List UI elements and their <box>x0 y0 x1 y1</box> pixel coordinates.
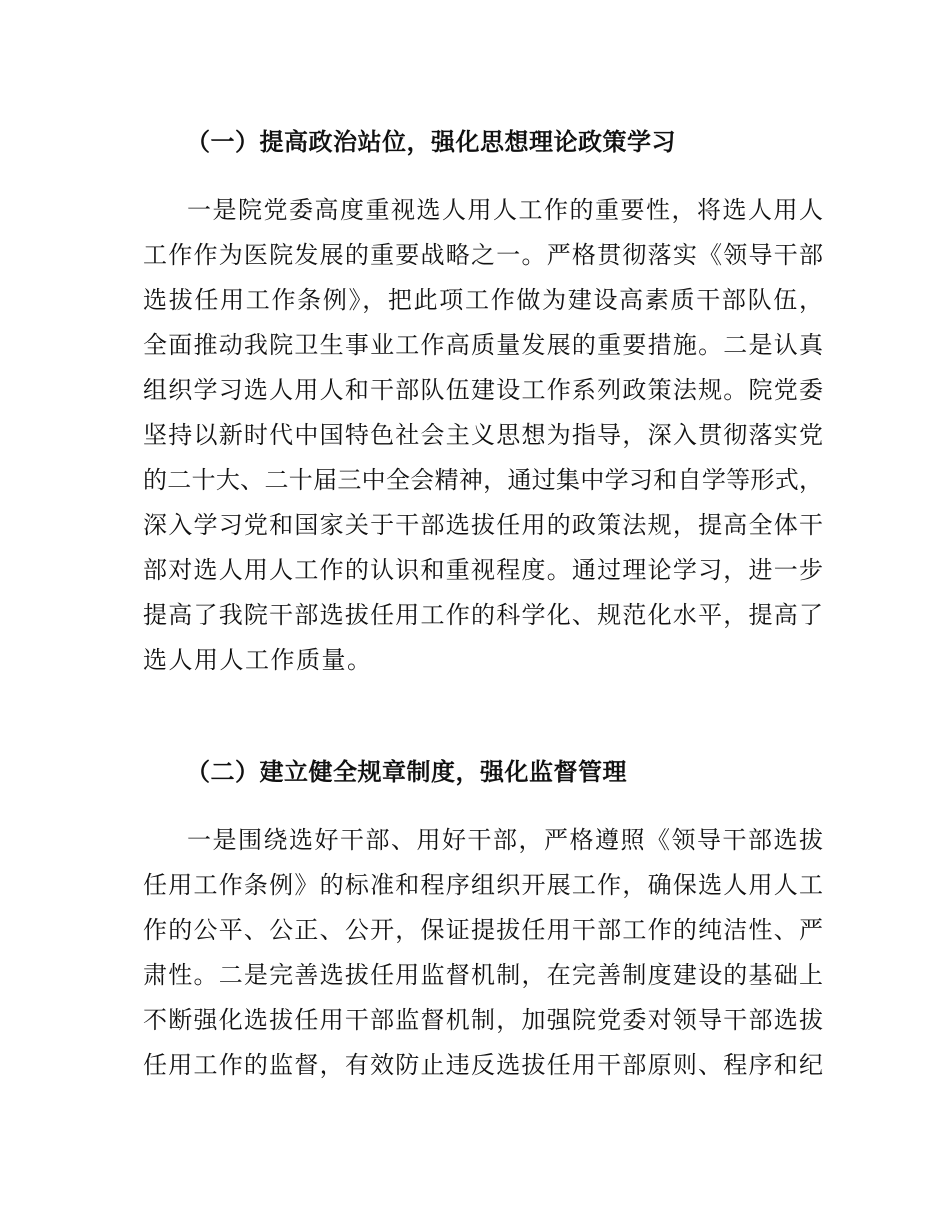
section-1-paragraph <box>143 192 823 687</box>
paragraph-line: 任用工作条例》的标准和程序组织开展工作，确保选人用人工 <box>143 871 823 899</box>
section-heading-2: （二）建立健全规章制度，强化监督管理 <box>186 758 627 786</box>
paragraph-line: 选人用人工作质量。 <box>143 646 373 674</box>
paragraph-line: 深入学习党和国家关于干部选拔任用的政策法规，提高全体干 <box>143 511 823 539</box>
paragraph-line: 一是围绕选好干部、用好干部，严格遵照《领导干部选拔 <box>187 826 825 854</box>
paragraph-line: 坚持以新时代中国特色社会主义思想为指导，深入贯彻落实党 <box>143 421 823 449</box>
paragraph-line: 全面推动我院卫生事业工作高质量发展的重要措施。二是认真 <box>143 331 823 359</box>
paragraph-line: 肃性。二是完善选拔任用监督机制，在完善制度建设的基础上 <box>143 961 823 989</box>
paragraph-line: 提高了我院干部选拔任用工作的科学化、规范化水平，提高了 <box>143 601 823 629</box>
paragraph-line: 任用工作的监督，有效防止违反选拔任用干部原则、程序和纪 <box>143 1051 823 1079</box>
section-heading-1: （一）提高政治站位，强化思想理论政策学习 <box>186 128 676 156</box>
paragraph-line: 一是院党委高度重视选人用人工作的重要性，将选人用人 <box>187 196 825 224</box>
paragraph-line: 作的公平、公正、公开，保证提拔任用干部工作的纯洁性、严 <box>143 916 823 944</box>
paragraph-line: 部对选人用人工作的认识和重视程度。通过理论学习，进一步 <box>143 556 823 584</box>
paragraph-line: 的二十大、二十届三中全会精神，通过集中学习和自学等形式， <box>143 466 823 494</box>
paragraph-line: 选拔任用工作条例》，把此项工作做为建设高素质干部队伍， <box>143 286 823 314</box>
paragraph-line: 组织学习选人用人和干部队伍建设工作系列政策法规。院党委 <box>143 376 823 404</box>
section-2-paragraph <box>143 822 823 1092</box>
paragraph-line: 不断强化选拔任用干部监督机制，加强院党委对领导干部选拔 <box>143 1006 823 1034</box>
paragraph-line: 工作作为医院发展的重要战略之一。严格贯彻落实《领导干部 <box>143 241 823 269</box>
